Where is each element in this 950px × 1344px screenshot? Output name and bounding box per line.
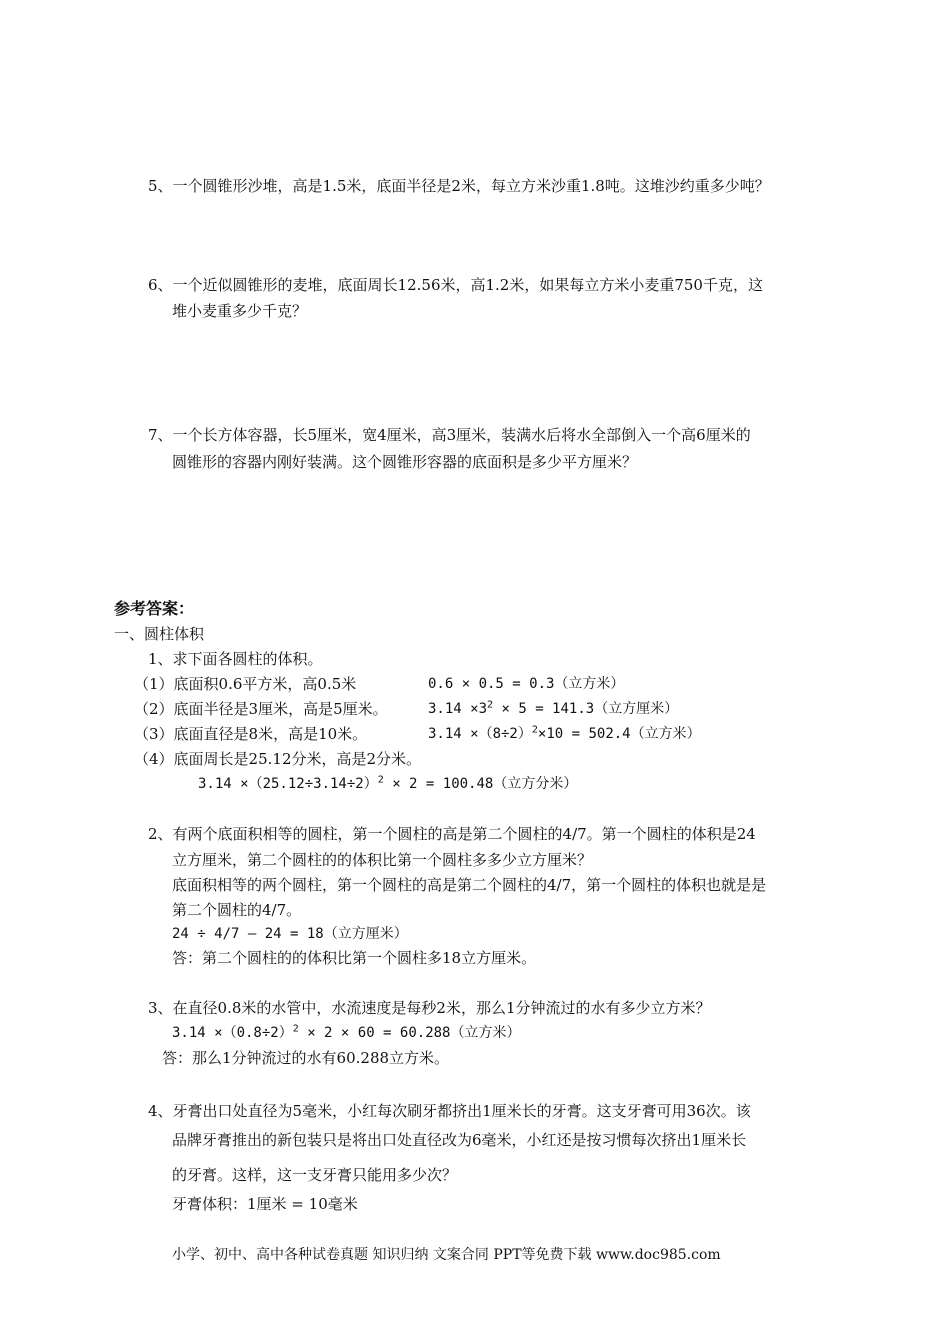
question-7-line-2: 圆锥形的容器内刚好装满。这个圆锥形容器的底面积是多少平方厘米？ — [172, 453, 638, 471]
answer-4-line-3: 的牙膏。这样，这一支牙膏只能用多少次？ — [172, 1166, 458, 1184]
answer-2-line-4: 第二个圆柱的4/7。 — [172, 901, 302, 919]
answer-1-4-given: （4）底面周长是25.12分米，高是2分米。 — [134, 750, 422, 768]
answer-1-2-calc: $3.14 \times 3^2 \times 5 = 141.3$（立方厘米） — [428, 699, 679, 717]
answer-1-1-given: （1）底面积0.6平方米，高0.5米 — [134, 675, 357, 693]
answer-4-line-2: 品牌牙膏推出的新包装只是将出口处直径改为6毫米，小红还是按习惯每次挤出1厘米长 — [172, 1131, 747, 1149]
answer-3-calc: $3.14 \times(0.8\div 2)^2 \times 2 \times 60 = 60.288$（立方米） — [172, 1023, 521, 1041]
answers-heading: 参考答案： — [114, 599, 195, 618]
answer-1-1-calc: 0.6 × 0.5 = 0.3（立方米） — [428, 676, 625, 692]
answer-1-2-given: （2）底面半径是3厘米，高是5厘米。 — [134, 700, 388, 718]
answer-1-title: 1、求下面各圆柱的体积。 — [148, 650, 323, 668]
answer-1-4-calc: $3.14 \times(25.12\div 3.14\div 2)^2 \times 2 = 100.48$（立方分米） — [198, 774, 578, 792]
answer-1-3-calc: $3.14 \times(8\div 2)^2\times 10 = 502.4$（立方米） — [428, 724, 701, 742]
question-7-line-1: 7、一个长方体容器，长5厘米，宽4厘米，高3厘米，装满水后将水全部倒入一个高6厘米的 — [148, 426, 751, 444]
section-title-cylinder-volume: 一、圆柱体积 — [114, 625, 205, 643]
answer-3-line-1: 3、在直径0.8米的水管中，水流速度是每秒2米，那么1分钟流过的水有多少立方米？ — [148, 999, 711, 1017]
answer-4-line-1: 4、牙膏出口处直径为5毫米，小红每次刷牙都挤出1厘米长的牙膏。这支牙膏可用36次。该 — [148, 1102, 751, 1120]
page-footer: 小学、初中、高中各种试卷真题 知识归纳 文案合同 PPT等免费下载 www.doc985.com — [172, 1247, 721, 1263]
answer-4-line-4: 牙膏体积：1厘米 = 10毫米 — [172, 1195, 358, 1213]
answer-2-line-3: 底面积相等的两个圆柱，第一个圆柱的高是第二个圆柱的4/7，第一个圆柱的体积也就是是 — [172, 876, 767, 894]
answer-1-3-given: （3）底面直径是8米，高是10米。 — [134, 725, 368, 743]
answer-2-line-1: 2、有两个底面积相等的圆柱，第一个圆柱的高是第二个圆柱的4/7。第一个圆柱的体积是24 — [148, 825, 756, 843]
question-6-line-2: 堆小麦重多少千克？ — [172, 302, 308, 320]
answer-2-line-2: 立方厘米，第二个圆柱的的体积比第一个圆柱多多少立方厘米？ — [172, 851, 593, 869]
answer-3-conclusion: 答：那么1分钟流过的水有60.288立方米。 — [162, 1049, 450, 1067]
answer-2-conclusion: 答：第二个圆柱的的体积比第一个圆柱多18立方厘米。 — [172, 949, 537, 967]
answer-2-calc: 24 ÷ 4/7 – 24 = 18（立方厘米） — [172, 926, 408, 942]
question-6-line-1: 6、一个近似圆锥形的麦堆，底面周长12.56米，高1.2米，如果每立方米小麦重750千克，这 — [148, 276, 763, 294]
question-5: 5、一个圆锥形沙堆，高是1.5米，底面半径是2米，每立方米沙重1.8吨。这堆沙约重多少吨？ — [148, 177, 770, 195]
